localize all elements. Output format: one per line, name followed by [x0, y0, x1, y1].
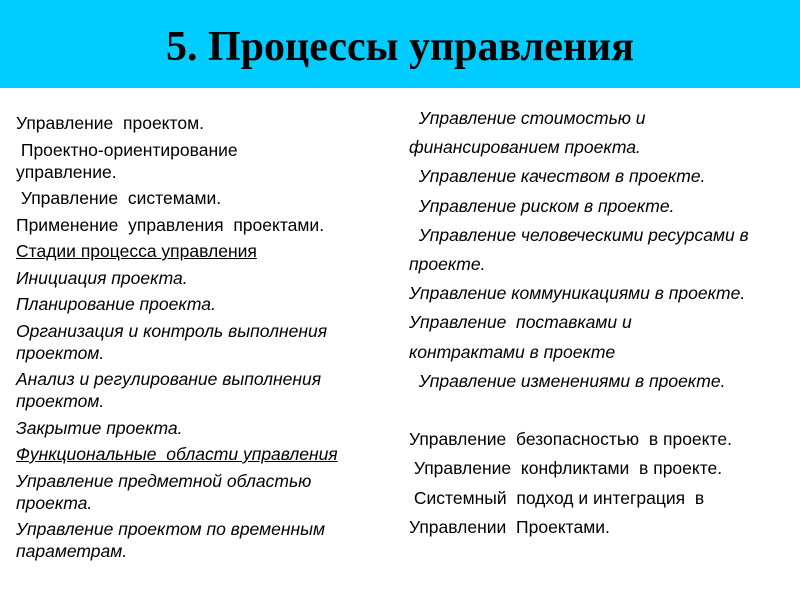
list-item: Применение управления проектами.	[16, 214, 325, 235]
list-item: проекте.	[409, 254, 486, 275]
list-item: Системный подход и интеграция в	[409, 487, 705, 508]
right-column	[409, 104, 795, 542]
section-heading: Функциональные области управления	[16, 444, 338, 464]
list-item: Управление конфликтами в проекте.	[409, 458, 723, 479]
list-item: Проектно-ориентирование управление.	[16, 139, 243, 182]
list-item: Управление поставками и	[409, 312, 632, 333]
list-item: Управление безопасностью в проекте.	[409, 429, 732, 450]
list-item: Управление коммуникациями в проекте.	[409, 283, 746, 304]
list-item: финансированием проекта.	[409, 137, 641, 158]
slide-title: 5. Процессы управления	[166, 24, 634, 70]
list-item: Управление проектом по временным параметрам.	[16, 519, 330, 561]
list-item: Управление риском в проекте.	[409, 195, 675, 216]
spacer	[409, 396, 795, 425]
left-column	[16, 112, 384, 562]
list-item: Планирование проекта.	[16, 294, 216, 314]
list-item: контрактами в проекте	[409, 341, 616, 362]
list-item: Управление проектом.	[16, 113, 204, 133]
list-item: Управление изменениями в проекте.	[409, 370, 726, 391]
list-item: Управлении Проектами.	[409, 516, 610, 537]
list-item: Управление предметной областью проекта.	[16, 470, 317, 513]
list-item: Управление стоимостью и	[409, 108, 646, 128]
list-item: Управление системами.	[16, 188, 222, 208]
list-item: Управление качеством в проекте.	[409, 166, 706, 187]
list-item: Закрытие проекта.	[16, 417, 183, 438]
section-heading: Стадии процесса управления	[16, 241, 257, 261]
list-item: Анализ и регулирование выполнения проектом.	[16, 369, 326, 411]
list-item: Организация и контроль выполнения проектом.	[16, 320, 332, 363]
list-item: Инициация проекта.	[16, 267, 188, 288]
list-item: Управление человеческими ресурсами в	[409, 224, 749, 245]
